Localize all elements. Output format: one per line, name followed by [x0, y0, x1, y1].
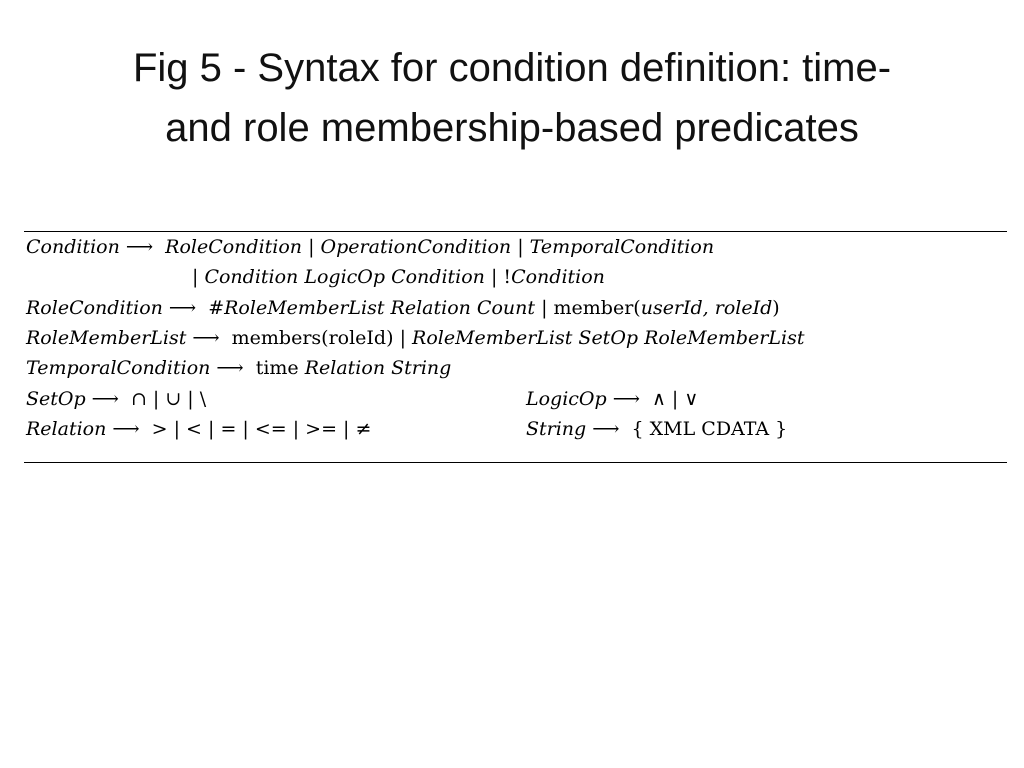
time-keyword: time	[255, 357, 299, 379]
rule-condition	[26, 232, 714, 262]
symbol: LogicOp	[304, 266, 386, 288]
symbol: Condition	[391, 266, 485, 288]
string-value: { XML CDATA }	[631, 418, 788, 440]
separator: |	[192, 266, 199, 288]
rule-lhs: TemporalCondition	[26, 357, 211, 379]
rule-relation	[26, 414, 371, 444]
separator: |	[308, 236, 315, 258]
arrow-symbol: ⟶	[112, 418, 140, 440]
grammar-figure	[24, 231, 1007, 463]
rule-lhs: SetOp	[26, 388, 86, 410]
symbol: Condition	[204, 266, 299, 288]
symbol: Relation	[304, 357, 386, 379]
rule-temporalcondition	[26, 353, 451, 383]
arrow-symbol: ⟶	[612, 388, 640, 410]
rule-lhs: Condition	[26, 236, 120, 258]
symbol: RoleMemberList	[224, 297, 385, 319]
symbol: RoleMemberList	[412, 327, 573, 349]
argument: userId,	[640, 297, 709, 319]
rule-rolememberlist	[26, 323, 804, 353]
close-paren: )	[772, 297, 780, 319]
hash-symbol: #	[208, 297, 225, 319]
separator: |	[517, 236, 524, 258]
slide-title	[0, 38, 1024, 158]
separator: |	[399, 327, 406, 349]
arrow-symbol: ⟶	[125, 236, 154, 258]
separator: |	[541, 297, 548, 319]
alternative: OperationCondition	[320, 236, 512, 258]
rule-logicop	[526, 384, 698, 414]
operator-list: ∩ | ∪ | \	[130, 388, 207, 410]
title-line-2: and role membership-based predicates	[165, 106, 859, 150]
rule-string	[526, 414, 787, 444]
arrow-symbol: ⟶	[168, 297, 197, 319]
symbol: String	[391, 357, 452, 379]
rule-lhs: LogicOp	[526, 388, 607, 410]
alternative: TemporalCondition	[529, 236, 715, 258]
symbol: RoleMemberList	[644, 327, 805, 349]
member-function: member(	[553, 297, 641, 319]
symbol: Condition	[511, 266, 605, 288]
separator: |	[490, 266, 498, 288]
operator-list: > | < | = | <= | >= | ≠	[151, 418, 372, 440]
arrow-symbol: ⟶	[192, 327, 220, 349]
arrow-symbol: ⟶	[91, 388, 119, 410]
rule-lhs: String	[526, 418, 587, 440]
symbol: SetOp	[578, 327, 639, 349]
argument: roleId	[714, 297, 773, 319]
not-operator: !	[503, 266, 512, 288]
rule-lhs: RoleCondition	[26, 297, 163, 319]
rule-rolecondition	[26, 293, 780, 323]
members-function: members(roleId)	[231, 327, 394, 349]
arrow-symbol: ⟶	[592, 418, 620, 440]
rule-lhs: Relation	[26, 418, 107, 440]
operator-list: ∧ | ∨	[651, 388, 699, 410]
rule-setop	[26, 384, 206, 414]
alternative: RoleCondition	[165, 236, 303, 258]
arrow-symbol: ⟶	[216, 357, 244, 379]
symbol: Relation	[390, 297, 471, 319]
rule-condition-continued	[192, 262, 605, 292]
title-line-1: Fig 5 - Syntax for condition definition: time-	[132, 46, 892, 90]
symbol: Count	[476, 297, 536, 319]
rule-lhs: RoleMemberList	[26, 327, 187, 349]
